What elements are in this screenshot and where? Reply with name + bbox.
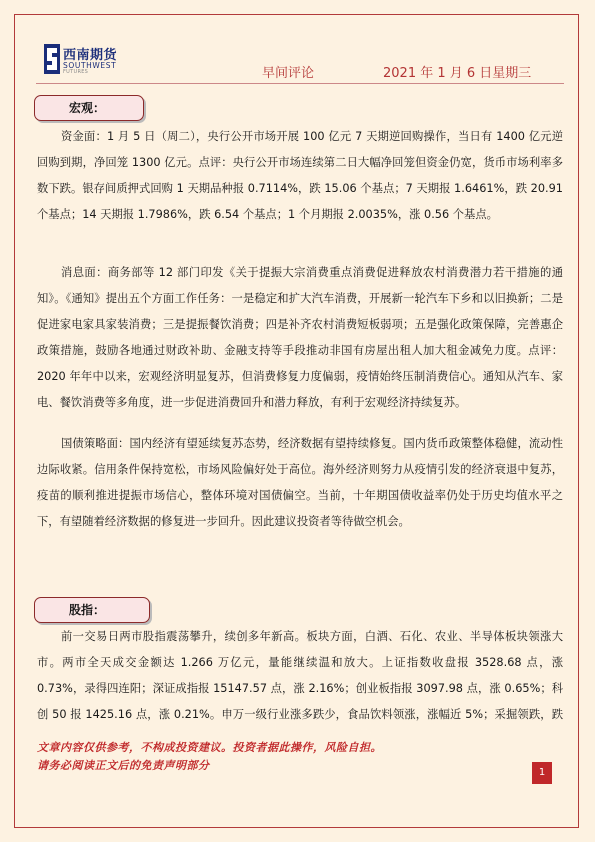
paragraph-news: 消息面：商务部等 12 部门印发《关于提振大宗消费重点消费促进释放农村消费潜力若干措施的通知》。《通知》提出五个方面工作任务：一是稳定和扩大汽车消费，开展新一轮汽车下乡和以旧换新；二是促进家电家具家装消费；三是提振餐饮消费；四是补齐农村消费短板弱项；五是强化政策保障，完善惠企政策措施，鼓励各地通过财政补助、金融支持等手段推动非国有房屋出租人加大租金减免力度。点评：2020 年年中以来，宏观经济明显复苏，但消费修复力度偏弱，疫情始终压制消费信心。通知从汽车、家电、餐饮消费等多角度，进一步促进消费回升和潜力释放，有利于宏观经济持续复苏。 (37, 266, 563, 409)
paragraph-stock-index: 前一交易日两市股指震荡攀升，续创多年新高。板块方面，白酒、石化、农业、半导体板块领涨大市。两市全天成交金额达 1.266 万亿元，量能继续温和放大。上证指数收盘报 3528.68 点，涨 0.73%，录得四连阳；深证成指报 15147.57 点，涨 2.16%；创业板指报 3097.98 点，涨 0.65%；科创 50 报 1425.16 点，涨 0.21%。申万一级行业涨多跌少，食品饮料领涨，涨幅近 5%；采掘领跌，跌 (37, 630, 563, 721)
document-date: 2021 年 1 月 6 日星期三 (383, 66, 532, 81)
paragraph-liquidity: 资金面：1 月 5 日（周二），央行公开市场开展 100 亿元 7 天期逆回购操作，当日有 1400 亿元逆回购到期，净回笼 1300 亿元。点评：央行公开市场连续第二日大幅净回笼但资金仍宽，货币市场利率多数下跌。银存间质押式回购 1 天期品种报 0.7114%，跌 15.06 个基点；7 天期报 1.6461%，跌 20.91 个基点；14 天期报 1.7986%，跌 6.54 个基点；1 个月期报 2.0035%，涨 0.56 个基点。 (37, 130, 563, 221)
section-heading-index (34, 597, 150, 623)
logo-english-name: SOUTHWEST (63, 61, 117, 70)
company-logo (44, 44, 128, 76)
page-number: 1 (532, 762, 552, 784)
header-divider (36, 83, 564, 84)
logo-mark-icon (44, 44, 60, 74)
section-heading-macro (34, 95, 144, 121)
logo-english-subname: FUTURES (63, 69, 89, 75)
section-title: 股指： (69, 603, 106, 617)
section-title: 宏观： (69, 101, 106, 115)
paragraph-bond-strategy: 国债策略面：国内经济有望延续复苏态势，经济数据有望持续修复。国内货币政策整体稳健，流动性边际收紧。信用条件保持宽松，市场风险偏好处于高位。海外经济则努力从疫情引发的经济衰退中复苏，疫苗的顺利推进提振市场信心，整体环境对国债偏空。当前，十年期国债收益率仍处于历史均值水平之下，有望随着经济数据的修复进一步回升。因此建议投资者等待做空机会。 (37, 437, 563, 528)
disclaimer-line-1: 文章内容仅供参考，不构成投资建议。投资者据此操作，风险自担。 (37, 741, 382, 754)
logo-chinese-name: 西南期货 (63, 48, 118, 63)
document-type: 早间评论 (262, 66, 315, 81)
disclaimer-line-2: 请务必阅读正文后的免责声明部分 (37, 759, 210, 772)
